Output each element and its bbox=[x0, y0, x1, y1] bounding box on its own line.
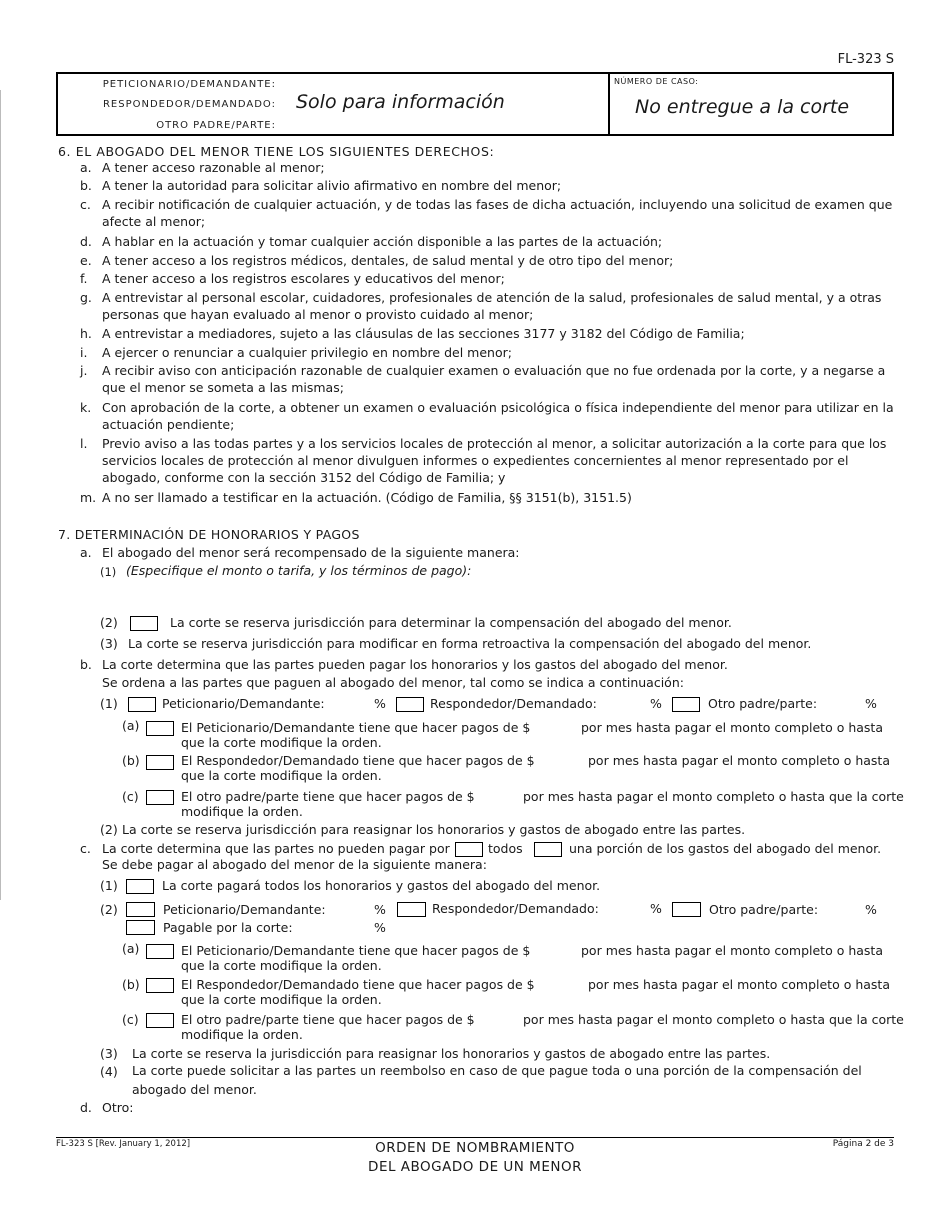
s7c-line1-b: todos bbox=[488, 841, 523, 856]
s6-item-text: personas que hayan evaluado al menor o provisto cuidado al menor; bbox=[102, 307, 534, 322]
s6-item-text: A entrevistar al personal escolar, cuidadores, profesionales de atención de la salud, profesionales de salud mental, y a otras bbox=[102, 290, 882, 305]
page-edge-line bbox=[0, 90, 1, 900]
s6-item-text: afecte al menor; bbox=[102, 214, 206, 229]
s7b-letter: b. bbox=[80, 657, 92, 672]
s7a3-text: La corte se reserva jurisdicción para modificar en forma retroactiva la compensación del abogado del menor. bbox=[128, 636, 812, 651]
s6-item-text: A tener acceso a los registros escolares y educativos del menor; bbox=[102, 271, 505, 286]
s7c2c-label: (c) bbox=[122, 1012, 139, 1027]
s7c1-text: La corte pagará todos los honorarios y gastos del abogado del menor. bbox=[162, 878, 601, 893]
footer-title-line2: DEL ABOGADO DE UN MENOR bbox=[368, 1159, 582, 1175]
footer-title-line1: ORDEN DE NOMBRAMIENTO bbox=[375, 1140, 575, 1156]
form-id: FL-323 S bbox=[837, 52, 894, 67]
case-number-label: NÚMERO DE CASO: bbox=[614, 77, 699, 86]
s7b2-num: (2) bbox=[100, 822, 118, 837]
s7c2-other-checkbox[interactable] bbox=[672, 902, 701, 917]
s7c2a-checkbox[interactable] bbox=[146, 944, 174, 959]
s6-item-text: que el menor se someta a las mismas; bbox=[102, 380, 344, 395]
s7b1a-checkbox[interactable] bbox=[146, 721, 174, 736]
s7b1b-checkbox[interactable] bbox=[146, 755, 174, 770]
s7a2-num: (2) bbox=[100, 615, 118, 630]
s7c-letter: c. bbox=[80, 841, 91, 856]
s7b1-petitioner-checkbox[interactable] bbox=[128, 697, 156, 712]
s7c2b-until: que la corte modifique la orden. bbox=[181, 992, 382, 1007]
s7a1-num: (1) bbox=[100, 565, 117, 579]
s6-item-letter: i. bbox=[80, 345, 88, 360]
s6-item-text: abogado, conforme con la sección 3152 del Código de Familia; y bbox=[102, 470, 506, 485]
s7c2c-checkbox[interactable] bbox=[146, 1013, 174, 1028]
info-only-text: Solo para información bbox=[296, 91, 505, 113]
respondent-label: RESPONDEDOR/DEMANDADO: bbox=[102, 99, 276, 110]
s6-item-letter: j. bbox=[80, 363, 88, 378]
s6-item-letter: b. bbox=[80, 178, 92, 193]
s7b1c-modify: modifique la orden. bbox=[181, 804, 303, 819]
s7c2-court-percent: % bbox=[374, 920, 386, 935]
s7c2-num: (2) bbox=[100, 902, 118, 917]
s6-item-letter: a. bbox=[80, 160, 92, 175]
s7c2a-until: que la corte modifique la orden. bbox=[181, 958, 382, 973]
s6-item-text: A hablar en la actuación y tomar cualquier acción disponible a las partes de la actuación; bbox=[102, 234, 663, 249]
section6-title: 6. EL ABOGADO DEL MENOR TIENE LOS SIGUIENTES DERECHOS: bbox=[58, 144, 495, 159]
s6-item-text: A recibir notificación de cualquier actuación, y de todas las fases de dicha actuación, incluyendo una solicitud de examen que bbox=[102, 197, 893, 212]
s7c-line2: Se debe pagar al abogado del menor de la siguiente manera: bbox=[102, 857, 487, 872]
s6-item-letter: l. bbox=[80, 436, 88, 451]
s7a1-text: (Especifique el monto o tarifa, y los términos de pago): bbox=[126, 563, 472, 578]
footer-revision: FL-323 S [Rev. January 1, 2012] bbox=[56, 1139, 191, 1149]
s7c-all-checkbox[interactable] bbox=[455, 842, 483, 857]
s7b1-respondent-label: Respondedor/Demandado: bbox=[430, 696, 597, 711]
s7c2c-text: El otro padre/parte tiene que hacer pagos de $ bbox=[181, 1012, 475, 1027]
s7b1-respondent-percent: % bbox=[650, 696, 662, 711]
other-parent-label: OTRO PADRE/PARTE: bbox=[156, 120, 276, 131]
s7b1b-per-month: por mes hasta pagar el monto completo o hasta bbox=[588, 753, 890, 768]
s6-item-text: A no ser llamado a testificar en la actuación. (Código de Familia, §§ 3151(b), 3151.5) bbox=[102, 490, 632, 505]
s7c2b-per-month: por mes hasta pagar el monto completo o hasta bbox=[588, 977, 890, 992]
s7c2-court-checkbox[interactable] bbox=[126, 920, 155, 935]
s7c2b-label: (b) bbox=[122, 977, 140, 992]
s6-item-text: actuación pendiente; bbox=[102, 417, 235, 432]
s7c3-text: La corte se reserva la jurisdicción para reasignar los honorarios y gastos de abogado entre las partes. bbox=[132, 1046, 771, 1061]
s7c1-num: (1) bbox=[100, 878, 118, 893]
s6-item-text: A tener acceso razonable al menor; bbox=[102, 160, 325, 175]
s7a2-text: La corte se reserva jurisdicción para determinar la compensación del abogado del menor. bbox=[170, 615, 732, 630]
petitioner-label: PETICIONARIO/DEMANDANTE: bbox=[102, 79, 276, 90]
s7a-letter: a. bbox=[80, 545, 92, 560]
s7b1c-label: (c) bbox=[122, 789, 139, 804]
s7c2-respondent-percent: % bbox=[650, 901, 662, 916]
s7c2c-modify: modifique la orden. bbox=[181, 1027, 303, 1042]
s7b-line1: La corte determina que las partes pueden pagar los honorarios y los gastos del abogado del menor. bbox=[102, 657, 728, 672]
s7b1c-per-month: por mes hasta pagar el monto completo o hasta que la corte bbox=[523, 789, 904, 804]
s6-item-text: Previo aviso a las todas partes y a los servicios locales de protección al menor, a solicitar autorización a la corte para que los bbox=[102, 436, 887, 451]
s6-item-letter: f. bbox=[80, 271, 88, 286]
s6-item-letter: k. bbox=[80, 400, 92, 415]
s7c-portion-checkbox[interactable] bbox=[534, 842, 562, 857]
s7b1-other-percent: % bbox=[865, 696, 877, 711]
footer-page: Página 2 de 3 bbox=[832, 1139, 894, 1149]
do-not-file-text: No entregue a la corte bbox=[635, 96, 850, 118]
s7b1a-until: que la corte modifique la orden. bbox=[181, 735, 382, 750]
s7b1a-text: El Peticionario/Demandante tiene que hacer pagos de $ bbox=[181, 720, 531, 735]
s7d-text: Otro: bbox=[102, 1100, 134, 1115]
s7c4-line2: abogado del menor. bbox=[132, 1082, 257, 1097]
caption-divider bbox=[608, 72, 610, 136]
s6-item-letter: c. bbox=[80, 197, 91, 212]
s7b1a-per-month: por mes hasta pagar el monto completo o hasta bbox=[581, 720, 883, 735]
s7c3-num: (3) bbox=[100, 1046, 118, 1061]
s7b1b-label: (b) bbox=[122, 753, 140, 768]
s7c-line1-c: una porción de los gastos del abogado del menor. bbox=[569, 841, 882, 856]
s6-item-text: A recibir aviso con anticipación razonable de cualquier examen o evaluación que no fue ordenada por la corte, y a negarse a bbox=[102, 363, 886, 378]
s7c2a-per-month: por mes hasta pagar el monto completo o hasta bbox=[581, 943, 883, 958]
s7c2b-text: El Respondedor/Demandado tiene que hacer pagos de $ bbox=[181, 977, 535, 992]
s6-item-letter: g. bbox=[80, 290, 92, 305]
s6-item-text: A tener la autoridad para solicitar alivio afirmativo en nombre del menor; bbox=[102, 178, 562, 193]
s7c2b-checkbox[interactable] bbox=[146, 978, 174, 993]
s7b1c-checkbox[interactable] bbox=[146, 790, 174, 805]
s7b1-respondent-checkbox[interactable] bbox=[396, 697, 424, 712]
s7c2c-per-month: por mes hasta pagar el monto completo o hasta que la corte bbox=[523, 1012, 904, 1027]
s7c2-respondent-checkbox[interactable] bbox=[397, 902, 426, 917]
s7b-line2: Se ordena a las partes que paguen al abogado del menor, tal como se indica a continuación: bbox=[102, 675, 684, 690]
s7d-letter: d. bbox=[80, 1100, 92, 1115]
s7b1b-text: El Respondedor/Demandado tiene que hacer pagos de $ bbox=[181, 753, 535, 768]
s7c2-respondent-label: Respondedor/Demandado: bbox=[432, 901, 599, 916]
s6-item-text: A tener acceso a los registros médicos, dentales, de salud mental y de otro tipo del menor; bbox=[102, 253, 674, 268]
s7b1-other-checkbox[interactable] bbox=[672, 697, 700, 712]
s7c2-court-label: Pagable por la corte: bbox=[163, 920, 293, 935]
s6-item-text: Con aprobación de la corte, a obtener un examen o evaluación psicológica o física independiente del menor para utilizar en la bbox=[102, 400, 894, 415]
s7b1c-text: El otro padre/parte tiene que hacer pagos de $ bbox=[181, 789, 475, 804]
s7c-line1-a: La corte determina que las partes no pueden pagar por bbox=[102, 841, 450, 856]
s7a-text: El abogado del menor será recompensado de la siguiente manera: bbox=[102, 545, 520, 560]
s7b2-text: La corte se reserva jurisdicción para reasignar los honorarios y gastos de abogado entre las partes. bbox=[122, 822, 746, 837]
s7b1-petitioner-label: Peticionario/Demandante: bbox=[162, 696, 325, 711]
s7c2-petitioner-percent: % bbox=[374, 902, 386, 917]
s6-item-text: A ejercer o renunciar a cualquier privilegio en nombre del menor; bbox=[102, 345, 512, 360]
footer-rule bbox=[56, 1137, 894, 1138]
s7c2-petitioner-checkbox[interactable] bbox=[126, 902, 155, 917]
section7-title: 7. DETERMINACIÓN DE HONORARIOS Y PAGOS bbox=[58, 527, 360, 542]
s7c2a-text: El Peticionario/Demandante tiene que hacer pagos de $ bbox=[181, 943, 531, 958]
s7b1b-until: que la corte modifique la orden. bbox=[181, 768, 382, 783]
s7b1-num: (1) bbox=[100, 696, 118, 711]
s7c2-other-percent: % bbox=[865, 902, 877, 917]
s7c2-other-label: Otro padre/parte: bbox=[709, 902, 819, 917]
s6-item-text: A entrevistar a mediadores, sujeto a las cláusulas de las secciones 3177 y 3182 del Código de Familia; bbox=[102, 326, 745, 341]
s7b1a-label: (a) bbox=[122, 718, 140, 733]
s7a2-checkbox[interactable] bbox=[130, 616, 158, 631]
s7c1-checkbox[interactable] bbox=[126, 879, 154, 894]
s7c2a-label: (a) bbox=[122, 941, 140, 956]
s7b1-petitioner-percent: % bbox=[374, 696, 386, 711]
s7c2-petitioner-label: Peticionario/Demandante: bbox=[163, 902, 326, 917]
s6-item-text: servicios locales de protección al menor divulguen informes o expedientes concernientes al menor representado por el bbox=[102, 453, 849, 468]
s7c4-line1: La corte puede solicitar a las partes un reembolso en caso de que pague toda o una porción de la compensación del bbox=[132, 1063, 862, 1078]
s7a3-num: (3) bbox=[100, 636, 118, 651]
s6-item-letter: h. bbox=[80, 326, 92, 341]
s7b1-other-label: Otro padre/parte: bbox=[708, 696, 818, 711]
s6-item-letter: m. bbox=[80, 490, 97, 505]
s6-item-letter: e. bbox=[80, 253, 92, 268]
s6-item-letter: d. bbox=[80, 234, 92, 249]
s7c4-num: (4) bbox=[100, 1064, 118, 1079]
